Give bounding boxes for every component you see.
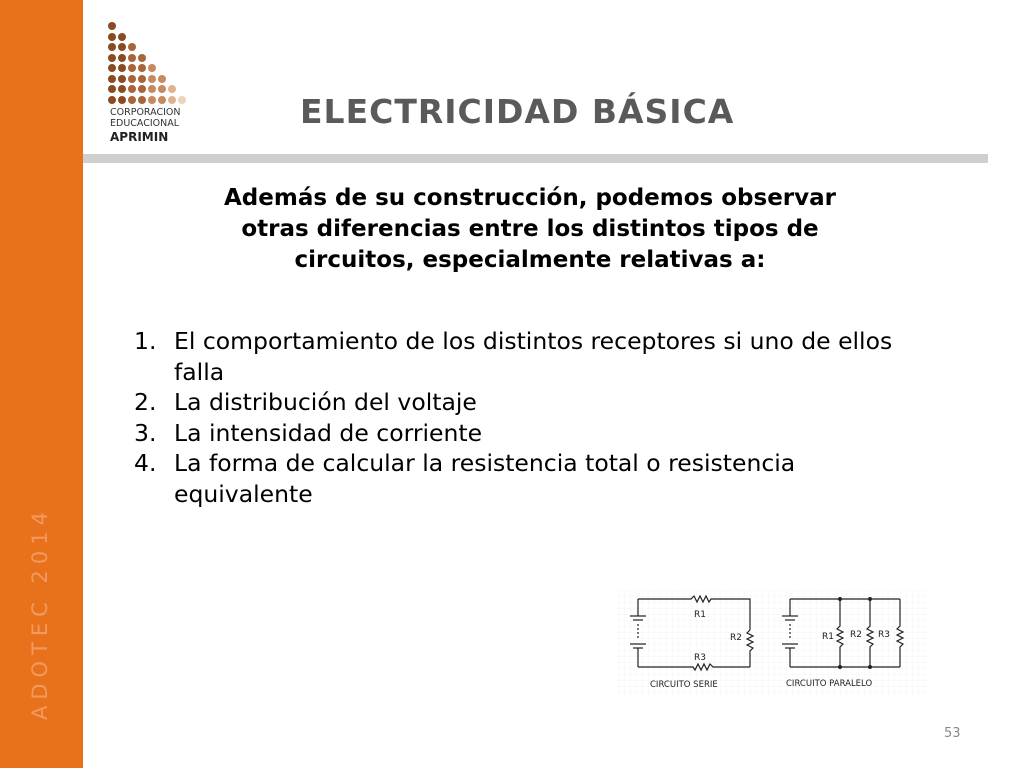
intro-paragraph: [180, 183, 880, 276]
logo-dot: [118, 85, 126, 93]
list-item-line: La distribución del voltaje: [174, 388, 477, 416]
list-item-number: 1.: [134, 327, 157, 355]
list-item: [132, 448, 972, 509]
slide-title: ELECTRICIDAD BÁSICA: [300, 92, 735, 131]
logo-dot: [138, 64, 146, 72]
sidebar-bar: [0, 0, 83, 768]
logo-dot: [178, 96, 186, 104]
logo-dot: [148, 96, 156, 104]
list-item: [132, 418, 972, 449]
parallel-r1-label: R1: [822, 632, 834, 642]
series-r1-label: R1: [694, 610, 706, 620]
logo-dot: [128, 64, 136, 72]
intro-line: otras diferencias entre los distintos tipos de: [241, 216, 819, 242]
sidebar-vertical-text: ADOTEC 2014: [28, 506, 52, 720]
numbered-list: [132, 326, 972, 509]
list-item-line: La intensidad de corriente: [174, 418, 483, 447]
series-r2-label: R2: [730, 633, 742, 643]
logo-dot: [148, 64, 156, 72]
list-item-line: falla: [174, 357, 225, 386]
logo-dot: [128, 43, 136, 51]
logo-dot: [118, 33, 126, 41]
intro-line: Además de su construcción, podemos observar: [223, 185, 836, 211]
logo-dot: [168, 96, 176, 104]
logo-dot: [158, 85, 166, 93]
logo-text-line2: EDUCACIONAL: [110, 118, 180, 129]
logo-dot: [138, 96, 146, 104]
list-item-number: 3.: [134, 418, 157, 447]
list-item-line: La forma de calcular la resistencia total o resistencia: [174, 449, 796, 477]
circuit-diagram: [618, 590, 926, 696]
page-number: 53: [944, 726, 961, 741]
list-item: [132, 326, 972, 387]
title-divider: [83, 154, 988, 163]
logo-dot: [108, 96, 116, 104]
logo-dot: [108, 75, 116, 83]
series-caption: CIRCUITO SERIE: [650, 680, 718, 690]
logo-dot: [118, 43, 126, 51]
list-item-number: 2.: [134, 388, 157, 416]
logo-dot: [108, 22, 116, 30]
list-item: [132, 387, 972, 418]
logo-dot: [128, 75, 136, 83]
logo-dot: [108, 43, 116, 51]
parallel-r3-label: R3: [878, 630, 890, 640]
logo-dot: [118, 64, 126, 72]
logo-dot: [128, 54, 136, 62]
logo-dot: [108, 64, 116, 72]
list-item-line: equivalente: [174, 479, 313, 508]
series-r3-label: R3: [694, 653, 706, 663]
logo-text-line1: CORPORACION: [110, 107, 181, 118]
logo-dot: [128, 96, 136, 104]
list-item-line: El comportamiento de los distintos receptores si uno de ellos: [174, 327, 893, 355]
logo-dot: [108, 54, 116, 62]
logo-dot: [138, 75, 146, 83]
logo-dot: [128, 85, 136, 93]
parallel-caption: CIRCUITO PARALELO: [786, 679, 873, 689]
logo-dot: [148, 85, 156, 93]
logo-dot: [138, 85, 146, 93]
logo-dot: [168, 85, 176, 93]
logo-text-line3: APRIMIN: [110, 130, 169, 144]
logo-dot: [108, 33, 116, 41]
logo-dot: [158, 75, 166, 83]
logo-dot: [118, 75, 126, 83]
intro-line: circuitos, especialmente relativas a:: [294, 247, 766, 273]
logo-dot: [138, 54, 146, 62]
logo-dot: [118, 54, 126, 62]
logo-dot: [148, 75, 156, 83]
logo-dot: [118, 96, 126, 104]
logo-dot: [158, 96, 166, 104]
list-item-number: 4.: [134, 449, 157, 477]
parallel-r2-label: R2: [850, 630, 862, 640]
logo-dot: [108, 85, 116, 93]
